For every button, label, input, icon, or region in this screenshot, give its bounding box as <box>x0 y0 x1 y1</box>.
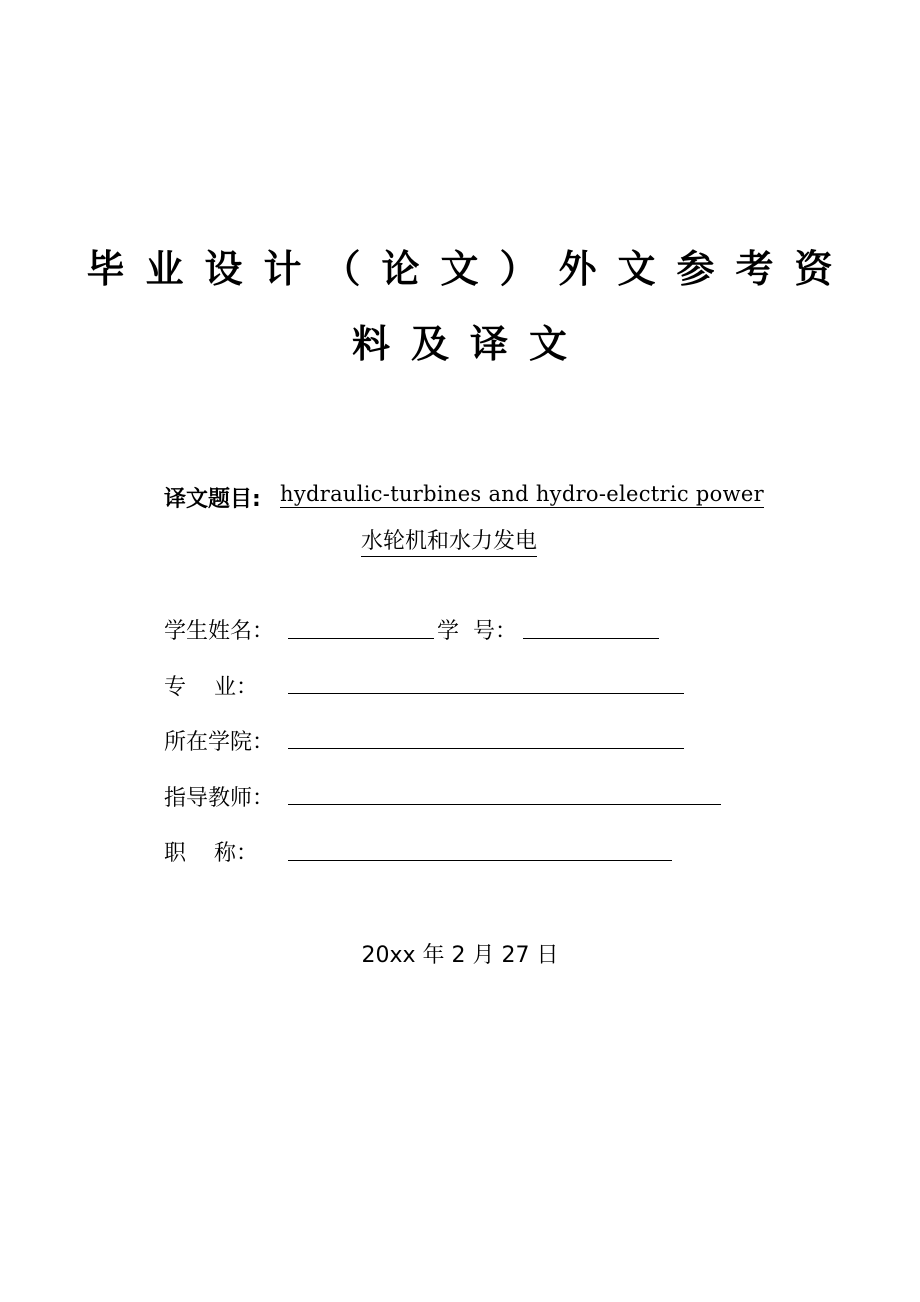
document-title-line-2: 料及译文 <box>351 322 588 366</box>
major-blank[interactable] <box>288 693 684 694</box>
translation-topic-label: 译文题目: <box>164 487 261 512</box>
professional-title-blank[interactable] <box>288 860 672 861</box>
student-id-label: 学 号： <box>437 619 517 644</box>
student-name-label: 学生姓名： <box>164 619 275 644</box>
translation-topic-english: hydraulic-turbines and hydro-electric power <box>280 482 764 506</box>
professional-title-label: 职 称： <box>164 841 258 866</box>
document-title-line-1: 毕业设计（论文）外文参考资 <box>86 247 854 291</box>
major-label: 专 业： <box>164 675 258 700</box>
translation-topic-chinese: 水轮机和水力发电 <box>361 528 537 557</box>
student-name-blank[interactable] <box>288 638 434 639</box>
advisor-label: 指导教师： <box>164 786 275 811</box>
student-id-blank[interactable] <box>523 638 659 639</box>
document-date: 20xx 年 2 月 27 日 <box>361 943 559 968</box>
advisor-blank[interactable] <box>288 804 721 805</box>
college-label: 所在学院： <box>164 730 275 755</box>
college-blank[interactable] <box>288 748 684 749</box>
